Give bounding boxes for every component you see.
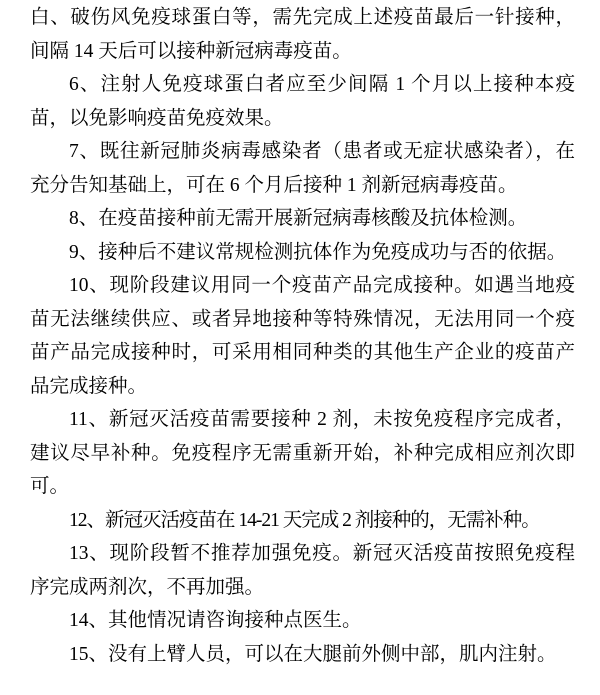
- paragraph-item-13: 13、现阶段暂不推荐加强免疫。新冠灭活疫苗按照免疫程序完成两剂次，不再加强。: [30, 543, 575, 598]
- paragraph-item-9: 9、接种后不建议常规检测抗体作为免疫成功与否的依据。: [69, 241, 567, 263]
- paragraph-item-11: 11、新冠灭活疫苗需要接种 2 剂，未按免疫程序完成者，建议尽早补种。免疫程序无需重新开始，补种完成相应剂次即可。: [30, 409, 575, 497]
- paragraph-item-14: 14、其他情况请咨询接种点医生。: [69, 610, 362, 631]
- paragraph-item-8: 8、在疫苗接种前无需开展新冠病毒核酸及抗体检测。: [69, 208, 528, 229]
- paragraph-item-15: 15、没有上臂人员，可以在大腿前外侧中部，肌内注射。: [69, 643, 557, 665]
- paragraph-item-7: 7、既往新冠肺炎病毒感染者（患者或无症状感染者），在充分告知基础上，可在 6 个月后接种 1 剂新冠病毒疫苗。: [30, 141, 575, 196]
- paragraph-item-10: 10、现阶段建议用同一个疫苗产品完成接种。如遇当地疫苗无法继续供应、或者异地接种等特殊情况，无法用同一个疫苗产品完成接种时，可采用相同种类的其他生产企业的疫苗产品完成接种。: [30, 275, 575, 397]
- paragraph-item-12: 12、新冠灭活疫苗在 14-21 天完成 2 剂接种的，无需补种。: [69, 509, 540, 531]
- paragraph-continuation: 白、破伤风免疫球蛋白等，需先完成上述疫苗最后一针接种，间隔 14 天后可以接种新冠病毒疫苗。: [30, 7, 575, 62]
- paragraph-item-6: 6、注射人免疫球蛋白者应至少间隔 1 个月以上接种本疫苗，以免影响疫苗免疫效果。: [30, 74, 575, 129]
